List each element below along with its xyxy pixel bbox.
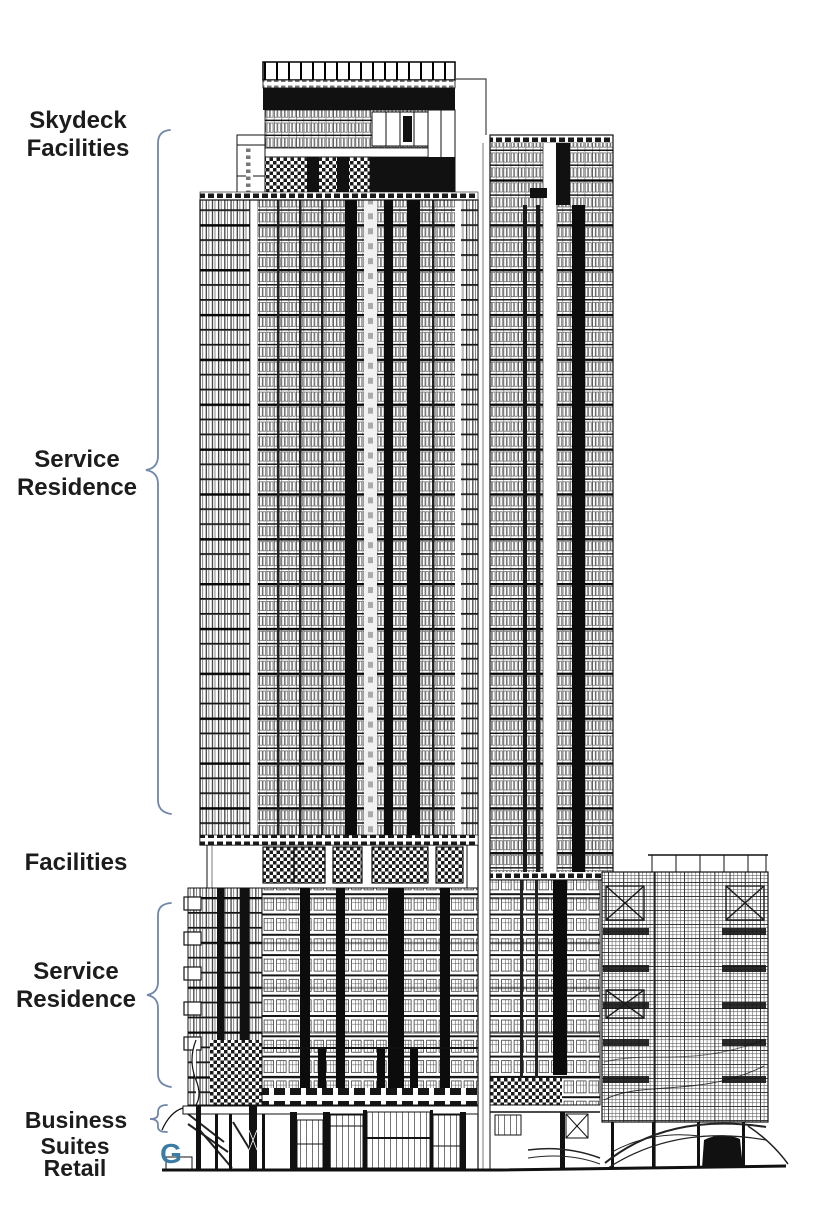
main-tower	[200, 192, 478, 845]
right-tower	[483, 135, 613, 880]
ground-level-marker: G	[160, 1138, 182, 1169]
label-business-text: Business	[24, 1107, 128, 1133]
brace-business-suites	[150, 1105, 167, 1132]
label-service-lower-line2: Residence	[15, 986, 137, 1013]
label-suites-text: Suites	[40, 1133, 110, 1159]
label-retail-text: Retail	[43, 1155, 107, 1181]
label-business	[25, 1108, 127, 1132]
label-skydeck-facilities	[27, 107, 130, 163]
label-skydeck-line2: Facilities	[26, 135, 130, 162]
label-facilities	[25, 849, 128, 877]
label-service-upper-line2: Residence	[16, 474, 138, 501]
left-wing	[184, 888, 262, 1105]
label-skydeck-line1: Skydeck	[29, 107, 127, 134]
label-facilities-text: Facilities	[24, 849, 128, 876]
label-service-residence-upper	[17, 446, 137, 502]
label-service-lower-line1: Service	[33, 958, 119, 985]
right-podium	[490, 880, 600, 1105]
mesh-structure	[602, 855, 788, 1168]
facilities-band	[207, 845, 467, 888]
label-service-residence-lower	[16, 958, 136, 1014]
label-service-upper-line1: Service	[34, 446, 120, 473]
crown-skydeck	[237, 62, 486, 196]
label-retail	[44, 1156, 107, 1180]
brace-service-residence-lower	[147, 903, 171, 1087]
brace-service-residence-upper	[146, 130, 171, 814]
